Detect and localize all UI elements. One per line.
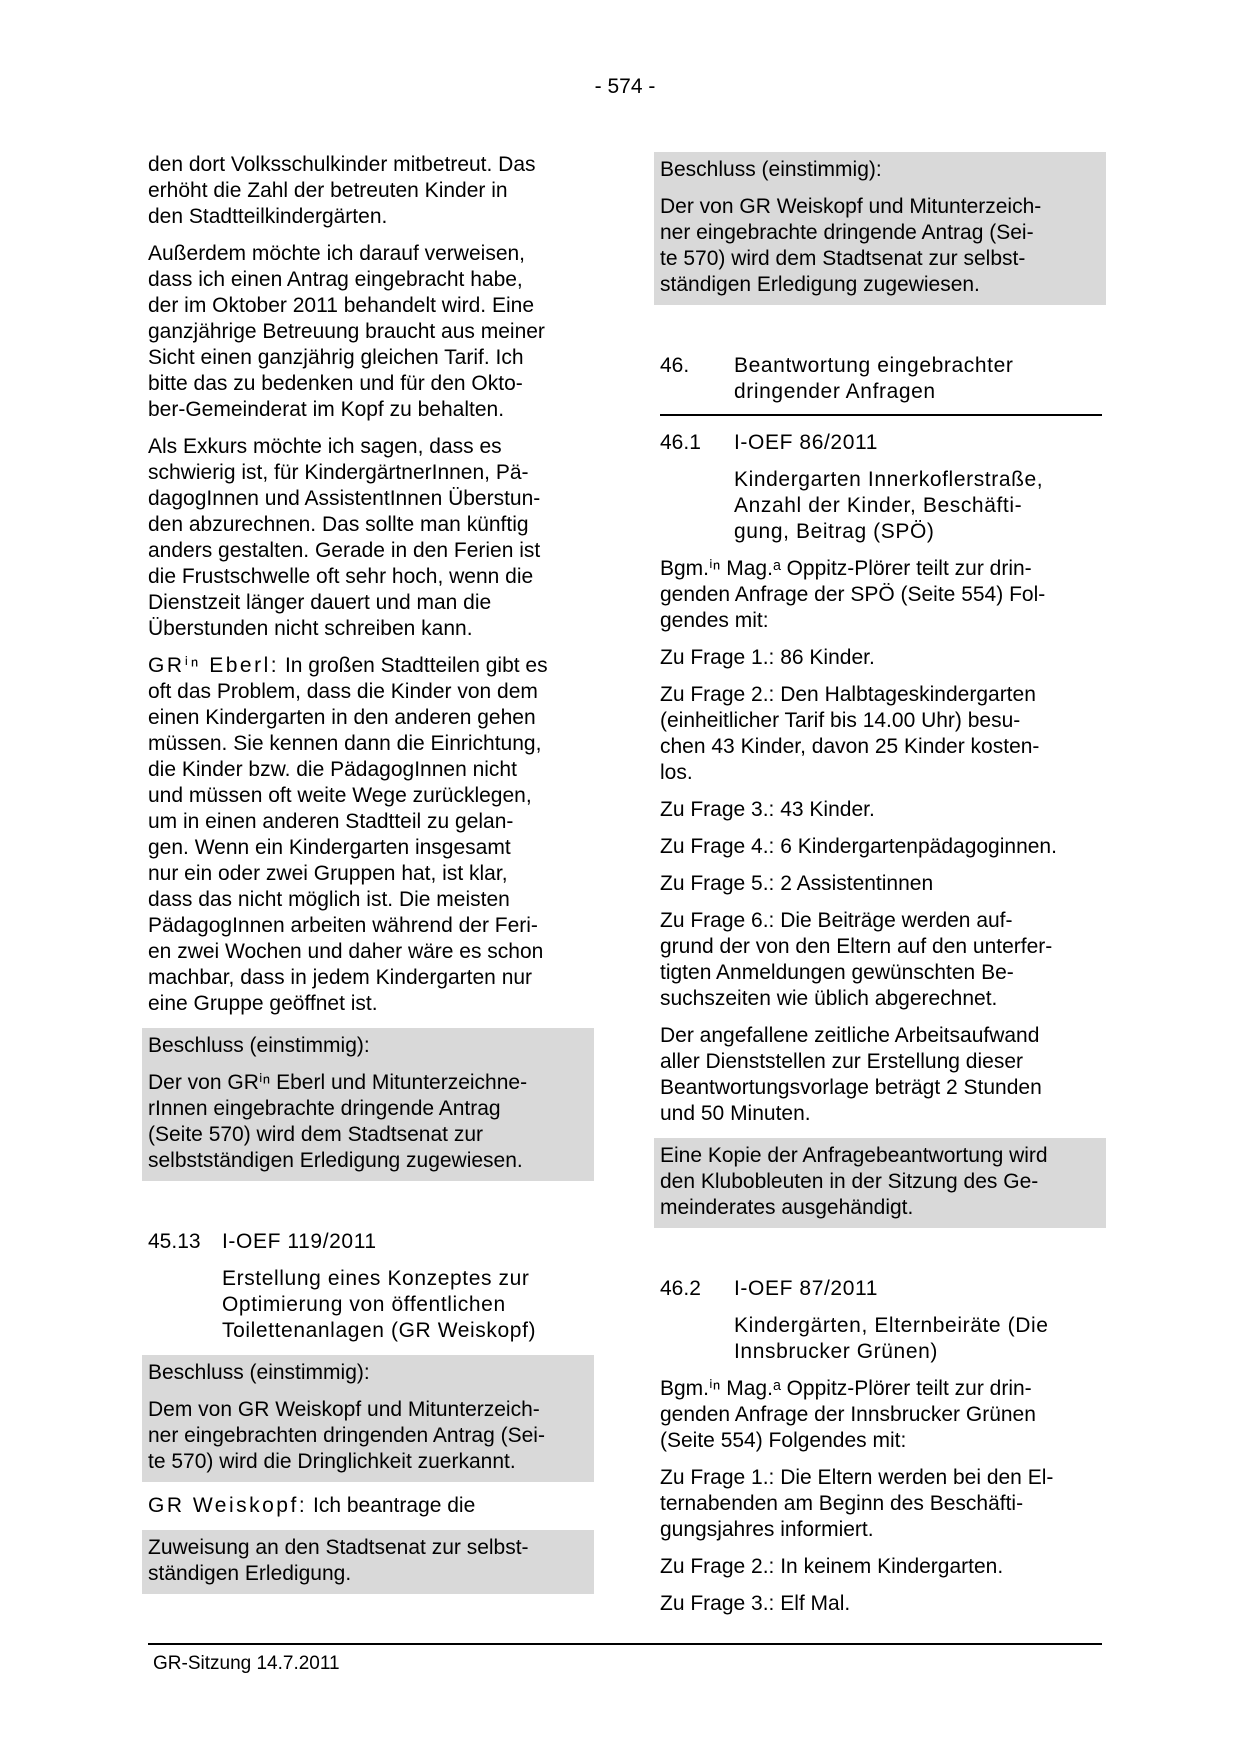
text-line: (einheitlicher Tarif bis 14.00 Uhr) besu- bbox=[660, 709, 1021, 732]
body-paragraph bbox=[148, 434, 590, 642]
body-paragraph bbox=[660, 797, 1102, 823]
item-heading bbox=[148, 1229, 590, 1255]
body-paragraph bbox=[148, 1493, 590, 1519]
body-paragraph bbox=[148, 241, 590, 423]
text-line: Erstellung eines Konzeptes zur bbox=[222, 1267, 530, 1290]
text-line: Bgm.ⁱⁿ Mag.ᵃ Oppitz-Plörer teilt zur drin- bbox=[660, 557, 1032, 580]
text-line: die Kinder bzw. die PädagogInnen nicht bbox=[148, 758, 517, 781]
body-paragraph bbox=[148, 152, 590, 230]
text-line: ständigen Erledigung. bbox=[148, 1562, 352, 1585]
item-subtitle bbox=[734, 1313, 1102, 1365]
text-line: müssen. Sie kennen dann die Einrichtung, bbox=[148, 732, 542, 755]
text-line: aller Dienststellen zur Erstellung dieser bbox=[660, 1050, 1023, 1073]
body-paragraph bbox=[148, 653, 590, 1017]
body-paragraph bbox=[660, 1465, 1102, 1543]
item-heading bbox=[660, 430, 1102, 456]
text-line: Kindergarten Innerkoflerstraße, bbox=[734, 468, 1044, 491]
text-line: den abzurechnen. Das sollte man künftig bbox=[148, 513, 529, 536]
text-line: gung, Beitrag (SPÖ) bbox=[734, 520, 935, 543]
two-column-layout bbox=[148, 152, 1102, 1628]
text-line: te 570) wird dem Stadtsenat zur selbst- bbox=[660, 247, 1026, 270]
text-line: Dem von GR Weiskopf und Mitunterzeich- bbox=[148, 1398, 540, 1421]
text-line: und 50 Minuten. bbox=[660, 1102, 811, 1125]
text-line: um in einen anderen Stadtteil zu gelan- bbox=[148, 810, 514, 833]
text-line: Bgm.ⁱⁿ Mag.ᵃ Oppitz-Plörer teilt zur drin- bbox=[660, 1377, 1032, 1400]
decision-highlight-block bbox=[654, 152, 1106, 305]
text-line: der im Oktober 2011 behandelt wird. Eine bbox=[148, 294, 534, 317]
text-line: dagogInnen und AssistentInnen Überstun- bbox=[148, 487, 541, 510]
text-line: Anzahl der Kinder, Beschäfti- bbox=[734, 494, 1023, 517]
text-line: los. bbox=[660, 761, 693, 784]
text-line: gen. Wenn ein Kindergarten insgesamt bbox=[148, 836, 511, 859]
highlight-block bbox=[654, 1138, 1106, 1228]
text-line: genden Anfrage der Innsbrucker Grünen bbox=[660, 1403, 1036, 1426]
text-line: ständigen Erledigung zugewiesen. bbox=[660, 273, 980, 296]
text-line: rInnen eingebrachte dringende Antrag bbox=[148, 1097, 501, 1120]
section-title bbox=[734, 353, 1013, 405]
footer-divider bbox=[148, 1643, 1102, 1645]
text-line: Zu Frage 3.: 43 Kinder. bbox=[660, 798, 875, 821]
text-line: machbar, dass in jedem Kindergarten nur bbox=[148, 966, 533, 989]
section-number: 46. bbox=[660, 354, 690, 377]
item-number: 45.13 bbox=[148, 1230, 201, 1253]
item-title: I-OEF 119/2011 bbox=[222, 1230, 377, 1253]
text-line: Sicht einen ganzjährig gleichen Tarif. Ich bbox=[148, 346, 524, 369]
text-line: erhöht die Zahl der betreuten Kinder in bbox=[148, 179, 508, 202]
speaker-name: GR Weiskopf: bbox=[148, 1494, 308, 1517]
text-line: die Frustschwelle oft sehr hoch, wenn die bbox=[148, 565, 534, 588]
item-title: I-OEF 87/2011 bbox=[734, 1277, 878, 1300]
text-line: Zu Frage 2.: In keinem Kindergarten. bbox=[660, 1555, 1004, 1578]
text-line: ner eingebrachten dringenden Antrag (Sei- bbox=[148, 1424, 545, 1447]
body-paragraph bbox=[660, 908, 1102, 1012]
text-line: tigten Anmeldungen gewünschten Be- bbox=[660, 961, 1014, 984]
text-line: genden Anfrage der SPÖ (Seite 554) Fol- bbox=[660, 583, 1046, 606]
decision-label: Beschluss (einstimmig): bbox=[148, 1361, 370, 1384]
text-line: Innsbrucker Grünen) bbox=[734, 1340, 938, 1363]
text-line: meinderates ausgehändigt. bbox=[660, 1196, 914, 1219]
text-line: oft das Problem, dass die Kinder von dem bbox=[148, 680, 538, 703]
text-line: grund der von den Eltern auf den unterfer- bbox=[660, 935, 1053, 958]
text-line: (Seite 570) wird dem Stadtsenat zur bbox=[148, 1123, 483, 1146]
body-paragraph bbox=[660, 871, 1102, 897]
item-number: 46.1 bbox=[660, 431, 701, 454]
text-line: Zu Frage 1.: 86 Kinder. bbox=[660, 646, 875, 669]
item-heading bbox=[660, 1276, 1102, 1302]
text-line: Zu Frage 4.: 6 Kindergartenpädagoginnen. bbox=[660, 835, 1057, 858]
body-paragraph bbox=[660, 1376, 1102, 1454]
text-line: bitte das zu bedenken und für den Okto- bbox=[148, 372, 523, 395]
footer-session-label: GR-Sitzung 14.7.2011 bbox=[153, 1653, 340, 1674]
text-line: Der angefallene zeitliche Arbeitsaufwand bbox=[660, 1024, 1040, 1047]
body-paragraph bbox=[660, 556, 1102, 634]
text-line: den Stadtteilkindergärten. bbox=[148, 205, 388, 228]
text-line: anders gestalten. Gerade in den Ferien ist bbox=[148, 539, 541, 562]
decision-label: Beschluss (einstimmig): bbox=[660, 158, 882, 181]
text-line: ner eingebrachte dringende Antrag (Sei- bbox=[660, 221, 1034, 244]
text-line: Dienstzeit länger dauert und man die bbox=[148, 591, 492, 614]
highlight-block bbox=[142, 1530, 594, 1594]
text-line: und müssen oft weite Wege zurücklegen, bbox=[148, 784, 532, 807]
text-line: Zu Frage 3.: Elf Mal. bbox=[660, 1592, 851, 1615]
text-line: Kindergärten, Elternbeiräte (Die bbox=[734, 1314, 1049, 1337]
text-line: dass das nicht möglich ist. Die meisten bbox=[148, 888, 510, 911]
text-line: den Klubobleuten in der Sitzung des Ge- bbox=[660, 1170, 1039, 1193]
body-paragraph bbox=[660, 1023, 1102, 1127]
body-paragraph bbox=[660, 682, 1102, 786]
item-subtitle bbox=[222, 1266, 590, 1344]
text-line: Zu Frage 2.: Den Halbtageskindergarten bbox=[660, 683, 1036, 706]
left-column bbox=[148, 152, 590, 1628]
text-line: Der von GR Weiskopf und Mitunterzeich- bbox=[660, 195, 1042, 218]
text-line: dringender Anfragen bbox=[734, 380, 936, 403]
text-line: Zu Frage 5.: 2 Assistentinnen bbox=[660, 872, 934, 895]
text-line: ternabenden am Beginn des Beschäfti- bbox=[660, 1492, 1024, 1515]
text-line: Überstunden nicht schreiben kann. bbox=[148, 617, 473, 640]
text-line: GRⁱⁿ Eberl: In großen Stadtteilen gibt es bbox=[148, 654, 548, 677]
text-line: Zuweisung an den Stadtsenat zur selbst- bbox=[148, 1536, 529, 1559]
text-line: Zu Frage 1.: Die Eltern werden bei den El- bbox=[660, 1466, 1054, 1489]
text-line: schwierig ist, für KindergärtnerInnen, Pä- bbox=[148, 461, 529, 484]
body-paragraph bbox=[660, 834, 1102, 860]
text-line: GR Weiskopf: Ich beantrage die bbox=[148, 1494, 476, 1517]
text-line: Beantwortungsvorlage beträgt 2 Stunden bbox=[660, 1076, 1042, 1099]
text-line: selbstständigen Erledigung zugewiesen. bbox=[148, 1149, 523, 1172]
item-title: I-OEF 86/2011 bbox=[734, 431, 878, 454]
item-subtitle bbox=[734, 467, 1102, 545]
text-line: den dort Volksschulkinder mitbetreut. Das bbox=[148, 153, 536, 176]
text-line: ganzjährige Betreuung braucht aus meiner bbox=[148, 320, 545, 343]
text-line: Optimierung von öffentlichen bbox=[222, 1293, 506, 1316]
text-line: eine Gruppe geöffnet ist. bbox=[148, 992, 378, 1015]
text-line: Eine Kopie der Anfragebeantwortung wird bbox=[660, 1144, 1048, 1167]
text-line: suchszeiten wie üblich abgerechnet. bbox=[660, 987, 998, 1010]
text-line: PädagogInnen arbeiten während der Feri- bbox=[148, 914, 538, 937]
text-line: einen Kindergarten in den anderen gehen bbox=[148, 706, 536, 729]
text-line: nur ein oder zwei Gruppen hat, ist klar, bbox=[148, 862, 508, 885]
item-number: 46.2 bbox=[660, 1277, 701, 1300]
decision-highlight-block bbox=[142, 1028, 594, 1181]
text-line: Toilettenanlagen (GR Weiskopf) bbox=[222, 1319, 537, 1342]
body-paragraph bbox=[660, 1591, 1102, 1617]
text-line: gendes mit: bbox=[660, 609, 769, 632]
page-number: - 574 - bbox=[594, 75, 656, 98]
text-line: Der von GRⁱⁿ Eberl und Mitunterzeichne- bbox=[148, 1071, 528, 1094]
body-paragraph bbox=[660, 1554, 1102, 1580]
text-line: ber-Gemeinderat im Kopf zu behalten. bbox=[148, 398, 505, 421]
body-paragraph bbox=[660, 645, 1102, 671]
decision-highlight-block bbox=[142, 1355, 594, 1482]
text-line: en zwei Wochen und daher wäre es schon bbox=[148, 940, 544, 963]
decision-label: Beschluss (einstimmig): bbox=[148, 1034, 370, 1057]
text-line: Als Exkurs möchte ich sagen, dass es bbox=[148, 435, 502, 458]
text-line: Zu Frage 6.: Die Beiträge werden auf- bbox=[660, 909, 1013, 932]
text-line: dass ich einen Antrag eingebracht habe, bbox=[148, 268, 523, 291]
text-line: chen 43 Kinder, davon 25 Kinder kosten- bbox=[660, 735, 1040, 758]
right-column bbox=[660, 152, 1102, 1628]
text-line: Außerdem möchte ich darauf verweisen, bbox=[148, 242, 526, 265]
section-heading bbox=[660, 353, 1102, 416]
text-line: (Seite 554) Folgendes mit: bbox=[660, 1429, 907, 1452]
speaker-name: GRⁱⁿ Eberl: bbox=[148, 654, 280, 677]
text-line: Beantwortung eingebrachter bbox=[734, 354, 1014, 377]
text-line: te 570) wird die Dringlichkeit zuerkannt. bbox=[148, 1450, 516, 1473]
text-line: gungsjahres informiert. bbox=[660, 1518, 874, 1541]
